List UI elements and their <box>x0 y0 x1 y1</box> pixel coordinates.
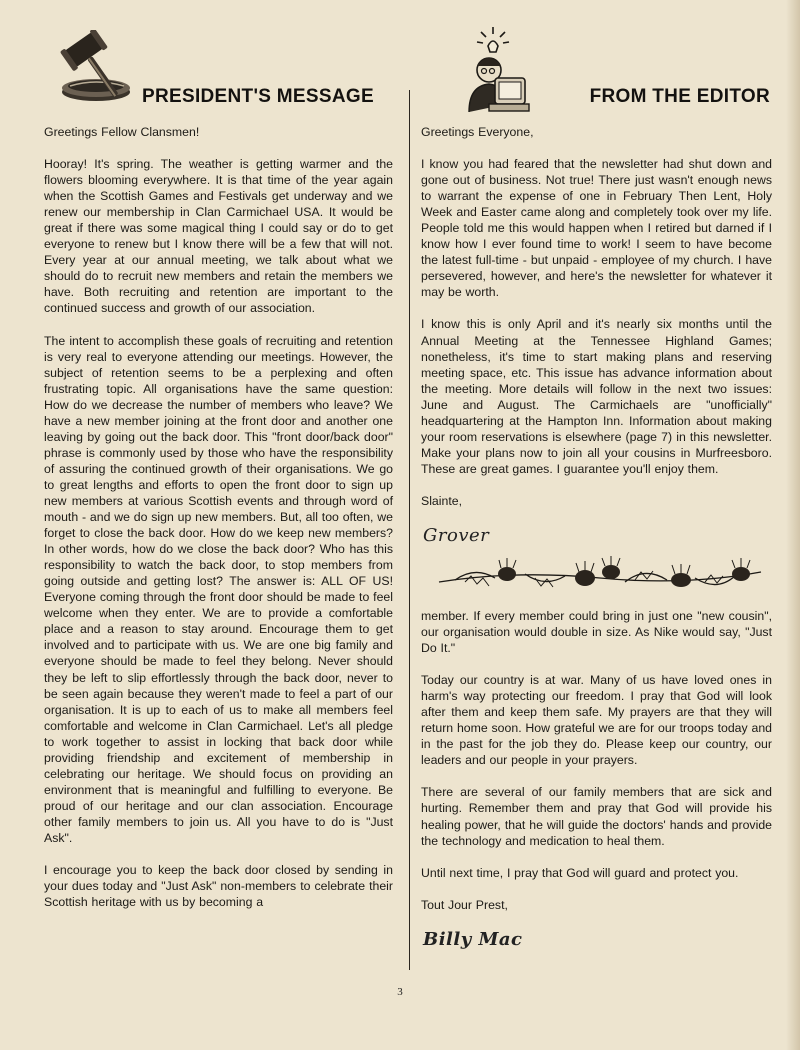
presidents-message-body <box>44 124 393 926</box>
page-edge-shadow <box>786 0 800 1050</box>
paragraph: Today our country is at war. Many of us have loved ones in harm's way protecting our freedom. I pray that God will look after them and keep them safe. My prayers are that they will return home soon. How grateful we are for our troops today and in the past for the job they do. Please keep our country, our leaders and our people in your prayers. <box>421 673 772 768</box>
presidents-message-header <box>44 0 393 118</box>
president-signature: Billy Mac <box>423 928 523 950</box>
thistle-divider-icon <box>435 552 765 600</box>
from-editor-body <box>421 124 772 956</box>
presidents-message-heading: PRESIDENT'S MESSAGE <box>142 86 374 107</box>
paragraph: I know this is only April and it's nearly six months until the Annual Meeting at the Tennessee Highland Games; nonetheless, it's time to start making plans and reserving meeting space, etc. This issue has advance information about the meeting. More details will follow in the next two issues: June and August. The Carmichaels are "unofficially" headquartering at the Hampton Inn. Information about making your room reservations is elsewhere (page 7) in this newsletter. Make your plans now to join all your cousins in Murfreesboro. These are great games. I guarantee you'll enjoy them. <box>421 317 772 476</box>
paragraph: Hooray! It's spring. The weather is getting warmer and the flowers blooming everywhere. It is that time of the year again when the Scottish Games and Festivals get underway and we renew our membership in Clan Carmichael USA. It would be great if there was some magical thing I could say or do to get everyone to renew but I know there will be a few that will not. Every year at our annual meeting, we talk about what we should do to recruit new members and retain the members we have. Both recruiting and retention are important to the continued success and growth of our association. <box>44 157 393 316</box>
paragraph: Until next time, I pray that God will guard and protect you. <box>421 865 739 880</box>
paragraph: The intent to accomplish these goals of recruiting and retention is very real to everyone attending our meetings. However, the subject of retention seems to be a perplexing and often frustrating topic. All organisations have the same question: How do we decrease the number of members who leave? We have a new member joining at the front door and another one leaving by going out the back door. This "front door/back door" phrase is commonly used by those who have the responsibility of assuring the continued growth of their organisations. We go to great lengths and efforts to open the front door to sign up new members at various Scottish events and through word of mouth - and we do sign up new members. But, all too often, we forget to close the back door. How do we keep new members? In other words, how do we close the back door? Who has this responsibility to watch the back door, to stop members from going outside and getting lost? The answer is: ALL OF US! Everyone coming through the front door should be made to feel welcome when they enter. We are to provide a comfortable place and a reason to stay around. Encourage them to get involved and to participate with us. We are one big family and everyone should be made to feel they belong. Never should they be left to slip effortlessly through the back door, never to be seen again because they weren't made to feel a part of our organisation. It is up to each of us to make all members feel comfortable and welcome in Clan Carmichael. Let's all pledge to work together to assist in locking that back door while providing friendship and excitement of membership in celebrating our heritage. We should focus on providing an environment that is meaningful and fulfilling to everyone. Be proud of our heritage and our clan association. Encourage other family members to join us. All you have to do is "Just Ask". <box>44 333 394 845</box>
greeting: Greetings Fellow Clansmen! <box>44 125 200 139</box>
editor-signature: Grover <box>423 524 490 546</box>
paragraph: member. If every member could bring in just one "new cousin", our organisation would double in size. As Nike would say, "Just Do It." <box>421 608 772 656</box>
closing: Slainte, <box>421 493 463 508</box>
paragraph: I encourage you to keep the back door closed by sending in your dues today and "Just Ask" non-members to celebrate their Scottish heritage with us by becoming a <box>44 863 393 910</box>
gavel-icon <box>50 30 132 110</box>
column-divider <box>409 90 410 970</box>
editor-at-computer-icon <box>459 24 531 114</box>
paragraph: I know you had feared that the newsletter had shut down and gone out of business. Not true! There just wasn't enough news to warrant the expense of one in February Then Lent, Holy Week and Easter came along and completely took over my life. People told me this would happen when I retired but darned if I know how I ever found time to work! I seem to have become the latest full-time - but unpaid - employee of my church. I have persevered, however, and here's the newsletter for whatever it may be worth. <box>421 157 772 300</box>
paragraph: There are several of our family members that are sick and hurting. Remember them and pray that God will provide his healing power, that he will guide the doctors' hands and provide the technology and medication to heal them. <box>421 785 772 848</box>
page-number: 3 <box>397 986 403 998</box>
from-editor-heading: FROM THE EDITOR <box>589 86 770 107</box>
from-editor-header <box>421 0 772 118</box>
closing: Tout Jour Prest, <box>421 897 508 912</box>
greeting: Greetings Everyone, <box>421 125 534 139</box>
